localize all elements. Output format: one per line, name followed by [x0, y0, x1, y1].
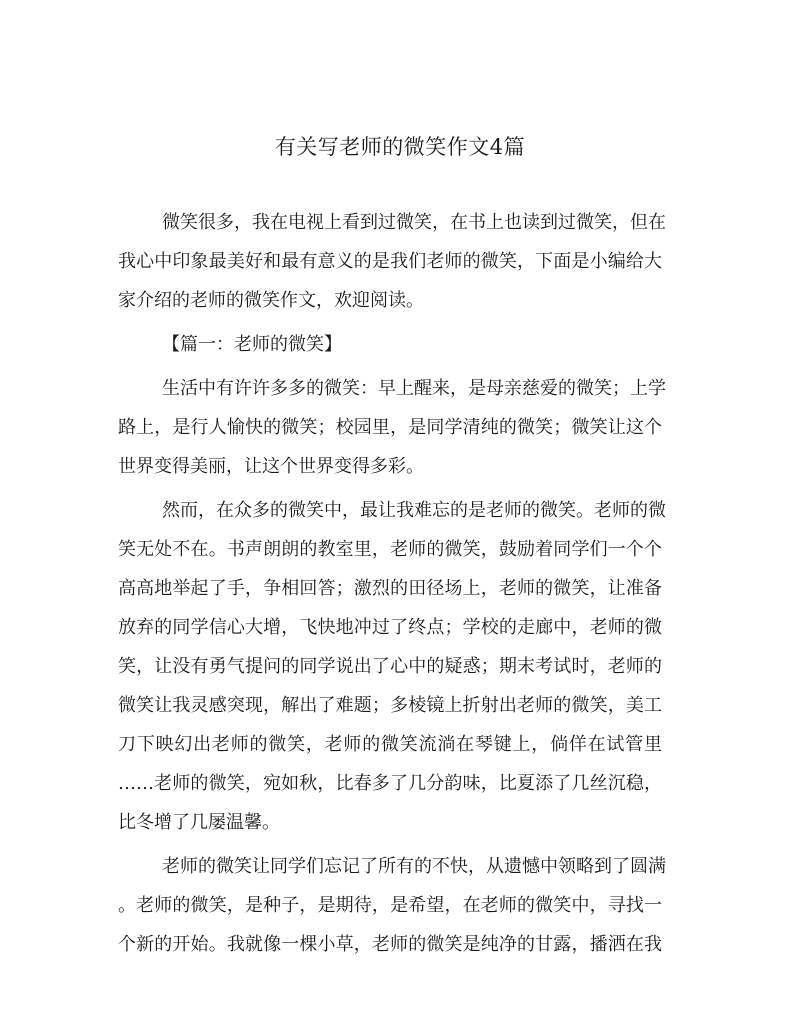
text-line: 老师的微笑让同学们忘记了所有的不快，从遗憾中领略到了圆满: [162, 856, 666, 877]
text-line: 笑，让没有勇气提问的同学说出了心中的疑惑；期末考试时，老师的: [118, 656, 662, 677]
document-title: 有关写老师的微笑作文4篇: [274, 135, 526, 159]
text-line: 家介绍的老师的微笑作文，欢迎阅读。: [118, 290, 424, 311]
text-line: 比冬增了几屡温馨。: [118, 812, 280, 833]
text-line: 我心中印象最美好和最有意义的是我们老师的微笑，下面是小编给大: [118, 251, 662, 272]
text-line: 世界变得美丽，让这个世界变得多彩。: [118, 456, 424, 477]
text-line: 刀下映幻出老师的微笑，老师的微笑流淌在琴键上，倘佯在试管里: [118, 734, 662, 755]
text-line: 然而，在众多的微笑中，最让我难忘的是老师的微笑。老师的微: [162, 500, 666, 521]
section-heading: 【篇一：老师的微笑】: [162, 334, 342, 355]
text-line: 放弃的同学信心大增，飞快地冲过了终点；学校的走廊中，老师的微: [118, 617, 662, 638]
text-line: 生活中有许许多多的微笑：早上醒来，是母亲慈爱的微笑；上学: [162, 378, 666, 399]
text-line: 微笑让我灵感突现，解出了难题；多棱镜上折射出老师的微笑，美工: [118, 695, 662, 716]
text-line: 个新的开始。我就像一棵小草，老师的微笑是纯净的甘露，播洒在我: [118, 934, 662, 955]
text-line: ……老师的微笑，宛如秋，比春多了几分韵味，比夏添了几丝沉稳，: [118, 773, 662, 794]
text-line: 。老师的微笑，是种子，是期待，是希望，在老师的微笑中，寻找一: [118, 895, 662, 916]
text-line: 路上，是行人愉快的微笑；校园里，是同学清纯的微笑；微笑让这个: [118, 417, 662, 438]
text-line: 笑无处不在。书声朗朗的教室里，老师的微笑，鼓励着同学们一个个: [118, 539, 662, 560]
document-body: [118, 203, 666, 964]
text-line: 高高地举起了手，争相回答；激烈的田径场上，老师的微笑，让准备: [118, 578, 662, 599]
text-line: 微笑很多，我在电视上看到过微笑，在书上也读到过微笑，但在: [162, 212, 666, 233]
